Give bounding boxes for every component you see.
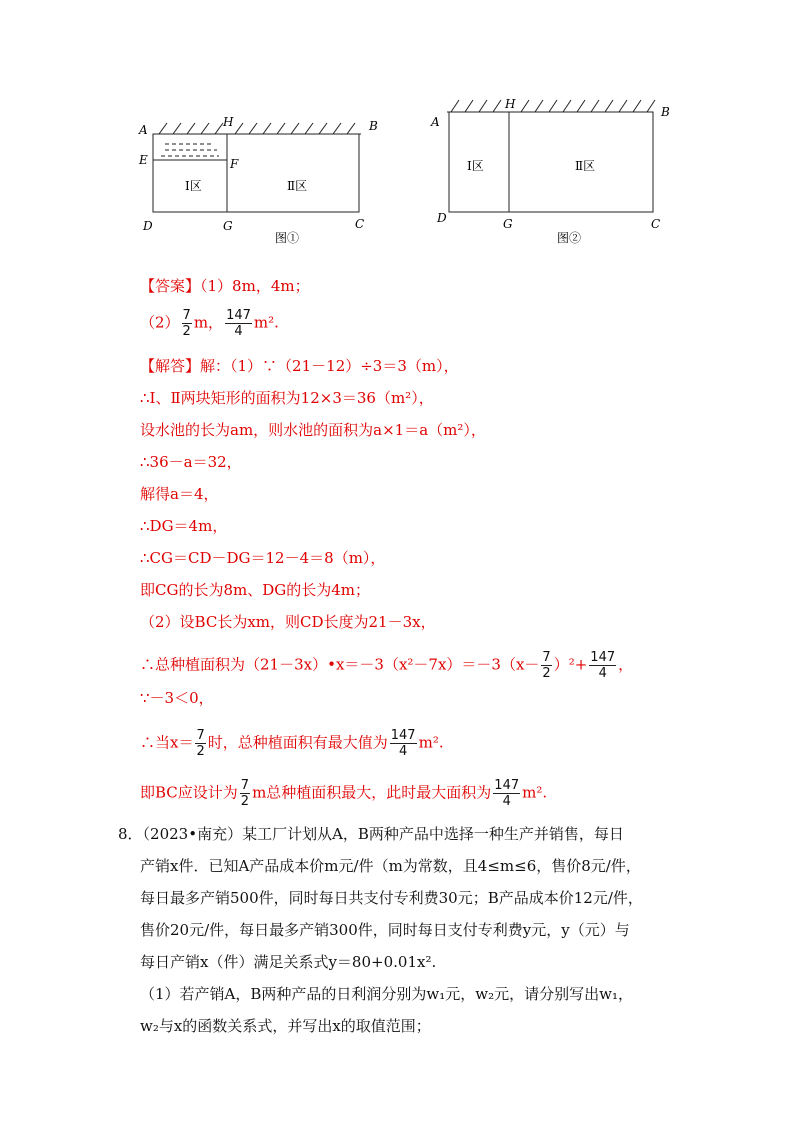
figure-2-caption: 图② (557, 231, 582, 244)
solution-line-1 (140, 356, 459, 376)
label-D: D (437, 211, 447, 225)
question-8-line-5: 每日产销x（件）满足关系式y＝80+0.01x². (140, 953, 437, 971)
figure-1-caption: 图① (275, 231, 300, 245)
solution-text: ∴总种植面积为（21－3x）•x＝－3（x²－7x）＝－3（x－ (140, 655, 540, 674)
zone-2-label: Ⅱ区 (575, 159, 596, 173)
answer-part-1: （1）8m，4m； (200, 277, 310, 295)
solution-text: 解：（1）∵（21－12）÷3＝3（m）， (200, 357, 459, 375)
solution-line-12 (140, 728, 444, 759)
question-8-line-7: w₂与x的函数关系式，并写出x的取值范围； (140, 1017, 431, 1035)
solution-text: 时，总种植面积有最大值为 (207, 733, 388, 752)
solution-text: 即BC应设计为 (140, 783, 238, 802)
question-8-line-4: 售价20元/件，每日最多产销300件，同时每日支付专利费y元，y（元）与 (140, 921, 630, 939)
answer-unit: m， (193, 313, 224, 332)
answer-label: 【答案】 (140, 277, 201, 295)
fraction-7-2: $\frac{7}{2}$ (542, 650, 551, 681)
fraction-147-4: $\frac{147}{4}$ (494, 778, 520, 809)
zone-1-label: Ⅰ区 (467, 159, 484, 173)
label-A: A (431, 115, 440, 129)
label-F: F (230, 157, 239, 171)
wall-hatch (159, 123, 355, 134)
solution-text: m². (418, 733, 444, 752)
label-G: G (223, 219, 233, 233)
label-C: C (355, 217, 365, 231)
fraction-147-4: $\frac{147}{4}$ (226, 308, 251, 339)
answer-unit: m². (253, 313, 279, 332)
label-D: D (143, 219, 153, 233)
question-8-line-6: （1）若产销A，B两种产品的日利润分别为w₁元，w₂元，请分别写出w₁， (140, 985, 633, 1003)
solution-line-11: ∵－3＜0， (140, 689, 214, 707)
solution-line-10 (140, 650, 633, 681)
fraction-7-2: $\frac{7}{2}$ (240, 778, 250, 809)
answer-part-2-prefix: （2） (140, 313, 180, 332)
question-8-line-1 (118, 824, 624, 844)
fraction-7-2: $\frac{7}{2}$ (182, 308, 191, 339)
answer-line-1 (140, 276, 310, 296)
solution-text: ）²+ (553, 655, 588, 674)
question-number: 8． (118, 825, 143, 843)
question-8-line-3: 每日最多产销500件，同时每日共支付专利费30元；B产品成本价12元/件， (140, 889, 643, 907)
label-E: E (139, 153, 148, 167)
solution-text: ∴当x＝ (140, 733, 194, 752)
fraction-7-2: $\frac{7}{2}$ (196, 728, 205, 759)
solution-label: 【解答】 (140, 357, 201, 375)
solution-line-4: ∴36－a＝32， (140, 453, 242, 471)
solution-line-2: ∴Ⅰ、Ⅱ两块矩形的面积为12×3＝36（m²）， (140, 389, 434, 407)
zone-2-label: Ⅱ区 (287, 179, 308, 193)
solution-line-9: （2）设BC长为xm，则CD长度为21－3x， (140, 613, 436, 631)
label-B: B (661, 105, 670, 119)
solution-line-13 (140, 778, 547, 809)
label-H: H (223, 115, 234, 129)
fraction-147-4: $\frac{147}{4}$ (590, 650, 616, 681)
solution-text: ， (618, 655, 634, 674)
solution-line-8: 即CG的长为8m、DG的长为4m； (140, 581, 371, 599)
solution-text: m总种植面积最大，此时最大面积为 (252, 783, 492, 802)
solution-text: m². (522, 783, 548, 802)
fraction-147-4: $\frac{147}{4}$ (390, 728, 416, 759)
figure-1 (135, 110, 395, 250)
solution-line-6: ∴DG＝4m， (140, 517, 228, 535)
label-A: A (139, 123, 148, 137)
figure-2 (425, 94, 675, 244)
solution-line-7: ∴CG＝CD－DG＝12－4＝8（m）， (140, 549, 386, 567)
label-G: G (503, 217, 513, 231)
label-C: C (651, 217, 661, 231)
wall-hatch (451, 100, 655, 112)
solution-line-5: 解得a＝4， (140, 485, 219, 503)
zone-1-label: Ⅰ区 (185, 179, 202, 193)
label-B: B (369, 119, 378, 133)
solution-line-3: 设水池的长为am，则水池的面积为a×1＝a（m²）， (140, 421, 486, 439)
answer-line-2 (140, 308, 279, 339)
question-text: （2023•南充）某工厂计划从A，B两种产品中选择一种生产并销售，每日 (142, 825, 624, 843)
label-H: H (505, 97, 516, 111)
question-8-line-2: 产销x件．已知A产品成本价m元/件（m为常数，且4≤m≤6，售价8元/件， (140, 857, 641, 875)
